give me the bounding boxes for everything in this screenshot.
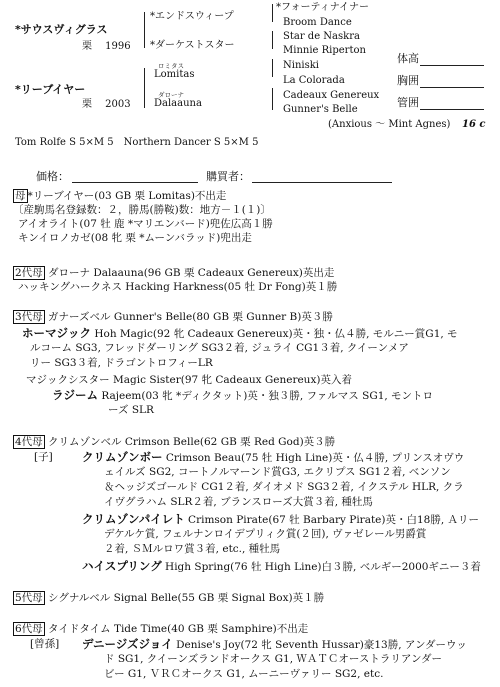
dam-tag: 母 [15,190,26,202]
buyer-label: 購買者： [206,170,250,183]
sire-name [15,23,107,36]
connector [272,31,273,49]
high-spring-name: ハイスプリング [82,559,162,573]
inbreeding: Tom Rolfe S 5×M 5 Northern Dancer S 5×M 5 [15,137,259,148]
crimson-beau-line-4: イヴグラハム SLR２着, ブランスローズ大賞３着, 種牡馬 [104,496,373,508]
dam-name [15,83,85,96]
g2-title [13,267,334,281]
crimson-beau-line-3: ＆ヘッジズゴールド CG1２着, ダイオメド SG3２着, イクステル HLR, クラ [104,481,464,493]
high-spring-line [82,560,481,575]
denises-joy-name: デニージズジョイ [82,637,173,651]
high-spring-text: High Spring(76 牡 High Line)白３勝, ベルギー2000ギニー３着 [165,561,481,573]
hoh-magic-name: ホーマジック [22,326,91,340]
connector [144,12,145,48]
g3-title-text: ガナーズベル Gunner's Belle(80 GB 栗 Gunner B)英３勝 [48,311,333,323]
magic-sister-line: マジックシスター Magic Sister(97 牝 Cadeaux Genereux)英入着 [26,374,352,386]
g2-offspring: ハッキングハークネス Hacking Harkness(05 牡 Dr Fong)英１勝 [18,281,338,293]
height-label: 体高 [397,52,419,65]
g4-title-text: クリムゾンベル Crimson Belle(62 GB 栗 Red God)英３勝 [48,436,336,448]
hoh-magic-text-1: Hoh Magic(92 牝 Cadeaux Genereux)英・独・仏４勝, モルニー賞G1, モ [94,328,458,340]
g6-title [13,623,308,637]
dam-section-title [13,190,226,204]
g3-3: Minnie Riperton [283,45,366,56]
g5-title-text: シグナルベル Signal Belle(55 GB 栗 Signal Box)英１勝 [48,592,325,604]
g6-grand-tag: [曾孫] [30,638,60,650]
crimson-pirate-text-1: Crimson Pirate(67 牡 Barbary Pirate)英・白18勝, Ａリー [188,514,480,526]
denises-joy-line-1 [82,638,467,653]
height-field-line [420,65,484,66]
dam-title-text: *リーブイヤー(03 GB 栗 Lomitas)不出走 [27,190,227,202]
g5-title [13,592,324,606]
denises-joy-line-3: ビー G1, ＶＲＣオークス G1, ムーニーヴァリー SG2, etc. [104,668,384,680]
price-label: 価格： [36,170,69,183]
rajeem-line-2: ーズ SLR [108,404,154,416]
connector [272,59,273,77]
cannon-label: 管囲 [397,96,419,109]
cannon-field-line [420,109,484,110]
hoh-magic-line-1 [22,327,458,342]
buyer-field-line [252,182,392,183]
g3-0: *フォーティナイナー [276,2,369,13]
crimson-beau-line-2: ェイルズ SG2, コートノルマーンド賞G3, エクリプス SG1２着, ベンソン [104,466,451,478]
g6-tag: 6代母 [15,623,43,635]
crimson-beau-name: クリムゾンボー [82,450,163,464]
g2-tag: 2代母 [15,267,43,279]
dam-dam-ruby: ダローナ [158,91,184,99]
connector [144,68,145,108]
dam-meta: 栗 2003 [82,99,131,110]
g4-child-tag: [子] [34,451,53,463]
g3-1: Broom Dance [283,17,352,28]
dam-name-text: リーブイヤー [20,83,86,96]
hoh-magic-line-3: リー SG3３着, ドラゴントロフィーLR [30,357,213,369]
g4-title [13,436,335,450]
denises-joy-line-2: ド SG1, クイーンズランドオークス G1, ＷＡＴＣオーストラリアンダー [104,653,443,665]
g5-tag: 5代母 [15,592,43,604]
connector [272,88,273,110]
dam-offspring-2: キンイロノカゼ(08 牝 栗 *ムーンバラッド)兜出走 [18,232,252,244]
dam-sire-ruby: ロミタス [158,62,184,70]
rajeem-name: ラジーム [52,388,98,402]
sire-name-text: サウスヴィグラス [20,23,108,36]
crimson-pirate-line-2: デケルケ賞, フェルナンロイデプリィク賞(２回), ヴァゼレール男爵賞 [104,528,427,540]
crimson-pirate-line-1 [82,513,479,528]
family-line: (Anxious ～ Mint Agnes) [328,119,451,130]
girth-field-line [420,87,484,88]
hoh-magic-line-2: ルコーム SG3, フレッドダーリング SG3２着, ジュライ CG1３着, クイーンメア [30,342,409,354]
dam-mark: * [15,83,21,96]
denises-joy-text-1: Denise's Joy(72 牝 Seventh Hussar)豪13勝, アンダーウッ [176,639,467,651]
dam-note: 〔産駒馬名登録数：２，勝馬(勝鞍)数：地方－１(１)〕 [13,204,271,216]
crimson-beau-text-1: Crimson Beau(75 牡 High Line)英・仏４勝, プリンスオヴウ [165,452,465,464]
sire-mark: * [15,23,21,36]
girth-label: 胸囲 [397,74,419,87]
g3-title [13,311,333,325]
dam-dam: Dalaauna [154,98,202,109]
sire-sire: *エンドスウィープ [150,11,234,22]
g4-tag: 4代母 [15,436,43,448]
rajeem-text-1: Rajeem(03 牝 *ディクタット)英・独３勝, ファルマス SG1, モントロ [101,390,434,402]
dam-sire: Lomitas [154,69,195,80]
g3-tag: 3代母 [15,311,43,323]
g6-title-text: タイドタイム Tide Time(40 GB 栗 Samphire)不出走 [48,623,309,635]
g3-7: Gunner's Belle [283,104,358,115]
g3-2: Star de Naskra [283,31,360,42]
g2-title-text: ダローナ Dalaauna(96 GB 栗 Cadeaux Genereux)英出走 [48,267,335,279]
rajeem-line-1 [52,389,433,404]
crimson-beau-line-1 [82,451,464,466]
crimson-pirate-name: クリムゾンパイレト [82,512,185,526]
price-field-line [72,182,198,183]
connector [272,4,273,22]
dam-offspring-1: アイオライト(07 牡 鹿 *マリエンバード)兜佐広高１勝 [18,218,273,230]
sire-meta: 栗 1996 [82,41,131,52]
sire-dam: *ダーケストスター [150,40,235,51]
crimson-pirate-line-3: ２着, ＳＭルロワ賞３着, etc., 種牡馬 [104,543,281,555]
g3-5: La Colorada [283,75,345,86]
g3-6: Cadeaux Genereux [283,90,380,101]
family-number: 16 c [462,119,486,130]
g3-4: Niniski [283,60,319,71]
